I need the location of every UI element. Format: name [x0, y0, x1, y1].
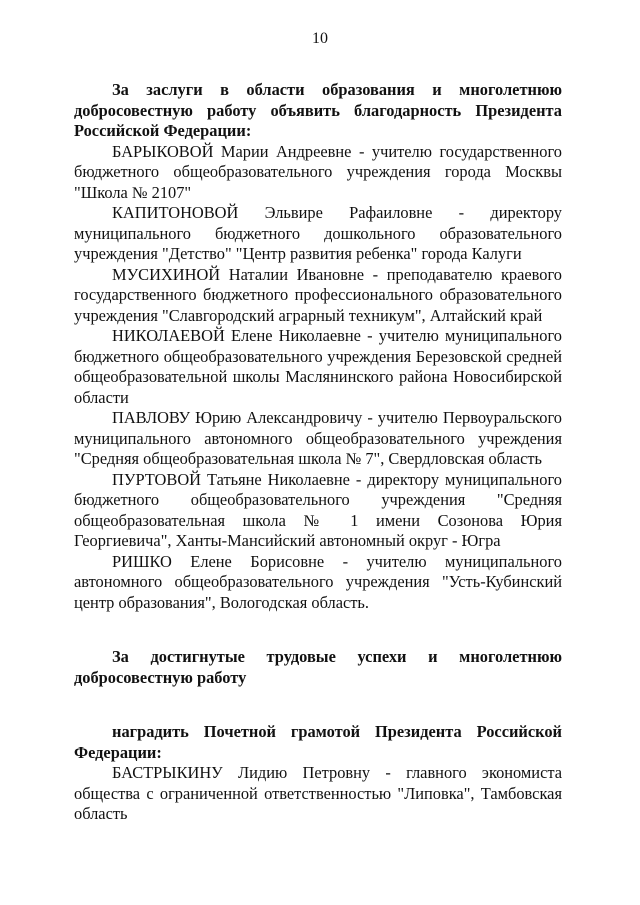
award-entry: МУСИХИНОЙ Наталии Ивановне - преподавателю краевого государственного бюджетного профессионального образовательного учреждения "Славгородский аграрный техникум", Алтайский край: [74, 264, 562, 325]
award-entry: РИШКО Елене Борисовне - учителю муниципального автономного общеобразовательного учреждения "Усть-Кубинский центр образования", Вологодская область.: [74, 551, 562, 612]
page-number: 10: [312, 30, 328, 47]
section-heading-gratitude: За заслуги в области образования и многолетнюю добросовестную работу объявить благодарность Президента Российской Федерации:: [74, 80, 562, 140]
section-subheading-certificate: наградить Почетной грамотой Президента Российской Федерации:: [74, 722, 562, 762]
award-entry: БАСТРЫКИНУ Лидию Петровну - главного экономиста общества с ограниченной ответственностью "Липовка", Тамбовская область: [74, 763, 562, 823]
award-entry: НИКОЛАЕВОЙ Елене Николаевне - учителю муниципального бюджетного общеобразовательного учреждения Березовской средней общеобразовательной школы Маслянинского района Новосибирской области: [74, 326, 562, 407]
award-entry: КАПИТОНОВОЙ Эльвире Рафаиловне - директору муниципального бюджетного дошкольного образовательного учреждения "Детство" "Центр развития ребенка" города Калуги: [74, 203, 562, 263]
award-entry: БАРЫКОВОЙ Марии Андреевне - учителю государственного бюджетного общеобразовательного учреждения города Москвы "Школа № 2107": [74, 141, 562, 202]
section-heading-labor: За достигнутые трудовые успехи и многолетнюю добросовестную работу: [74, 647, 562, 687]
award-entry: ПУРТОВОЙ Татьяне Николаевне - директору муниципального бюджетного общеобразовательного учреждения "Средняя общеобразовательная школа № 1 имени Созонова Юрия Георгиевича", Ханты-Мансийский автономный округ - Югра: [74, 469, 562, 550]
award-entry: ПАВЛОВУ Юрию Александровичу - учителю Первоуральского муниципального автономного общеобразовательного учреждения "Средняя общеобразовательная школа № 7", Свердловская область: [74, 408, 562, 468]
document-body: [74, 80, 562, 825]
